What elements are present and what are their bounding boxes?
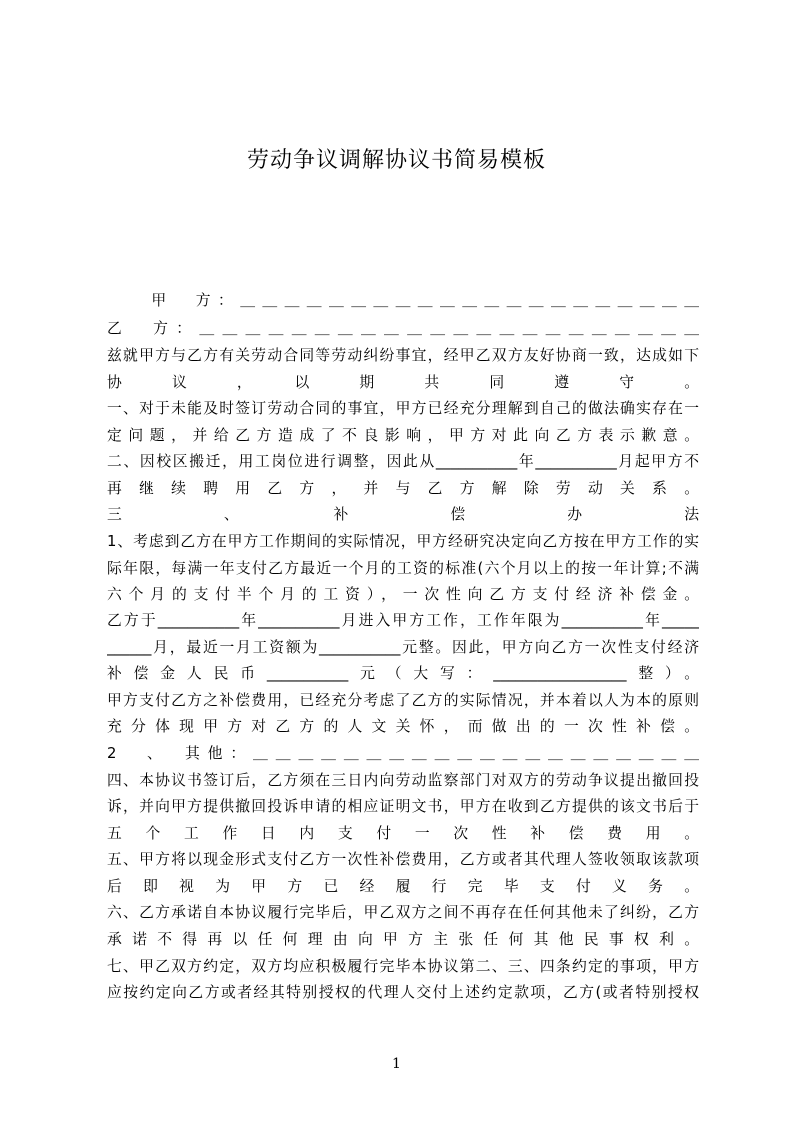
body-line: 应按约定向乙方或者经其特别授权的代理人交付上述约定款项，乙方(或者特别授权 <box>107 984 699 1001</box>
body-line: 定问题，并给乙方造成了不良影响，甲方对此向乙方表示歉意。 <box>107 427 699 444</box>
clause-2-line: 二、因校区搬迁，用工岗位进行调整，因此从___________年___________月起甲方不 <box>107 453 699 470</box>
body-line: 协 议 ， 以 期 共 同 遵 守 。 <box>107 374 699 391</box>
body-line: 五个工作日内支付一次性补偿费用。 <box>107 825 699 842</box>
body-line: ______月，最近一月工资额为___________元整。因此，甲方向乙方一次性支付经济 <box>107 639 699 656</box>
other-line: 2 、 其他：＿＿＿＿＿＿＿＿＿＿＿＿＿＿＿＿＿＿＿＿ <box>107 745 699 762</box>
body-line: 充分体现甲方对乙方的人文关怀，而做出的一次性补偿。 <box>107 718 699 735</box>
party-a-line: 甲 方：＿＿＿＿＿＿＿＿＿＿＿＿＿＿＿＿＿＿＿＿＿ <box>107 292 699 309</box>
body-line: 兹就甲方与乙方有关劳动合同等劳动纠纷事宜，经甲乙双方友好协商一致，达成如下 <box>107 347 699 364</box>
page-number: 1 <box>392 1056 401 1072</box>
body-line: 甲方支付乙方之补偿费用，已经充分考虑了乙方的实际情况，并本着以人为本的原则 <box>107 692 699 709</box>
clause-7-line: 七、甲乙双方约定，双方均应积极履行完毕本协议第二、三、四条约定的事项，甲方 <box>107 958 699 975</box>
body-line: 诉，并向甲方提供撤回投诉申请的相应证明文书，甲方在收到乙方提供的该文书后于 <box>107 798 699 815</box>
body-line: 际年限，每满一年支付乙方最近一个月的工资的标准(六个月以上的按一年计算;不满 <box>107 560 699 577</box>
party-b-line: 乙 方：＿＿＿＿＿＿＿＿＿＿＿＿＿＿＿＿＿＿＿＿＿＿ <box>107 320 699 337</box>
clause-5-line: 五、甲方将以现金形式支付乙方一次性补偿费用，乙方或者其代理人签收领取该款项 <box>107 851 699 868</box>
body-line: 承诺不得再以任何理由向甲方主张任何其他民事权利。 <box>107 931 699 948</box>
body-line: 后即视为甲方已经履行完毕支付义务。 <box>107 878 699 895</box>
body-line: 乙方于___________年___________月进入甲方工作，工作年限为___________年_____ <box>107 612 699 629</box>
body-line: 再继续聘用乙方，并与乙方解除劳动关系。 <box>107 480 699 497</box>
body-line: 1、考虑到乙方在甲方工作期间的实际情况，甲方经研究决定向乙方按在甲方工作的实 <box>107 533 699 550</box>
body-line: 补偿金人民币___________元（大写：__________________整）。 <box>107 665 699 682</box>
clause-3-heading: 三 、 补 偿 办 法 <box>107 506 699 523</box>
clause-1-line: 一、对于未能及时签订劳动合同的事宜，甲方已经充分理解到自己的做法确实存在一 <box>107 400 699 417</box>
clause-6-line: 六、乙方承诺自本协议履行完毕后，甲乙双方之间不再存在任何其他未了纠纷，乙方 <box>107 904 699 921</box>
clause-4-line: 四、本协议书签订后，乙方须在三日内向劳动监察部门对双方的劳动争议提出撤回投 <box>107 772 699 789</box>
document-title: 劳动争议调解协议书简易模板 <box>246 148 546 173</box>
body-line: 六个月的支付半个月的工资），一次性向乙方支付经济补偿金。 <box>107 586 699 603</box>
